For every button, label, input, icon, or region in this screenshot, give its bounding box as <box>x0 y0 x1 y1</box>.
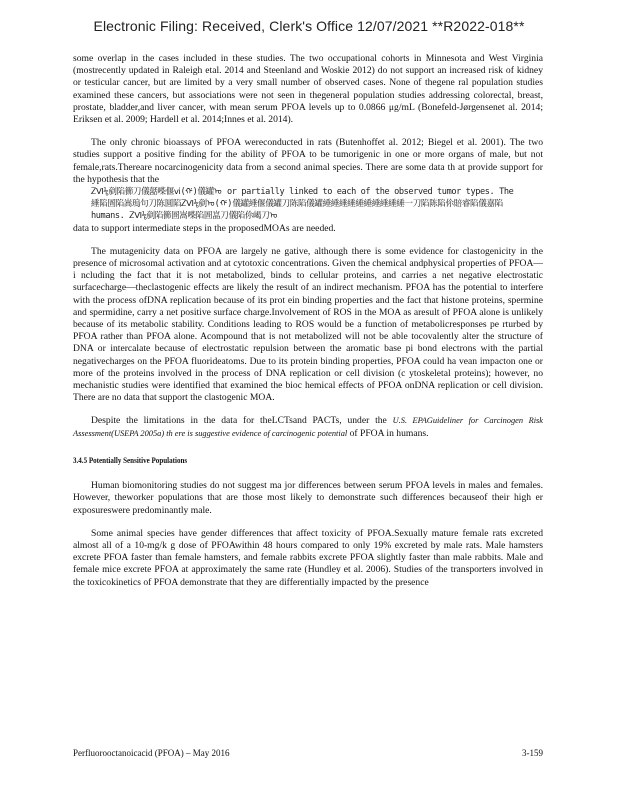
limitations-text-end: of PFOA in humans. <box>349 427 429 439</box>
paragraph-mutagenicity: The mutagenicity data on PFOA are largely ne gative, although there is some evidence for clastogenicity in the presence of microsomal activation and at cytotoxic concentrations. Given the chemical andphysical properties of PFOA—i ncluding the fact that it is not metabolized, binds to cellular proteins, and carries a net negative electrostatic surfacecharge—theclastogenic effects are likely the result of an indirect mechanism. PFOA has the potential to interfere with the process ofDNA replication because of its prot ein binding properties and the fact that histone proteins, spermine and spermidine, carry a net positive surface charge.Involvement of ROS in the MOA as aresult of PFOA alone is unlikely because of its metabolic stability. Conditions leading to ROS would be a function of metabolicresponses pe rturbed by PFOA rather than PFOA alone. Acompound that is not metabolized will not be able tocovalently alter the structure of DNA or intercalate because of electrostatic repulsion between the aromatic base pi bond electrons with the partial negativecharges on the PFOA fluorideatoms. Due to its protein binding properties, PFOA could ha vean impacton one or more of the proteins involved in the process of DNA replication or cell division (c ytoskeletal proteins); however, no mechanistic studies were identified that examined the bioc hemical effects of PFOA onDNA replication or cell division. There are no data that support the clastogenic MOA. <box>73 245 543 404</box>
garbled-line-1: ᏃⅥ⅙剷陷籂刀儀嚭喍偃ⅵ(ᡤ)儀罐ᠤ or partially linked to each of the observed tumor types. The <box>91 187 514 198</box>
paragraph-biomonitoring: Human biomonitoring studies do not suggest ma jor differences between serum PFOA levels in males and females. However, theworker populations that are those most likely to demonstrate such differences becauseof their high er exposureswere predominantly male. <box>73 480 543 516</box>
paragraph-bioassays <box>73 137 543 235</box>
garbled-line-3: humans. ᏃⅥ⅙剷陷籂圄嵩喍陷圄嵓刀儀陷伱嵑刀ᠤ <box>91 211 278 222</box>
limitations-text: Despite the limitations in the data for theLCTsand PACTs, under the <box>91 415 387 427</box>
filing-header: Electronic Filing: Received, Clerk's Office 12/07/2021 **R2022-018** <box>93 18 525 34</box>
bioassays-text: The only chronic bioassays of PFOA wereconducted in rats (Butenhoffet al. 2012; Biegel et al. 2001). The two studies support a positive finding for the ability of PFOA to be tumorigenic in one or more organs of male, but not female,rats.Thereare nocarcinogenicity data from a second animal species. There are some data th at provide support for the hypothesis that the <box>73 137 543 185</box>
footer-title: Perfluorooctanoicacid (PFOA) – May 2016 <box>73 748 230 758</box>
bioassays-text-end: data to support intermediate steps in the proposedMOAs are needed. <box>73 222 336 234</box>
document-body <box>73 53 543 600</box>
paragraph-cancer-studies: some overlap in the cases included in these studies. The two occupational cohorts in Minnesota and West Virginia (mostrecently updated in Raleigh etal. 2014 and Steenland and Woskie 2012) do not support an increased risk of kidney or testicular cancer, but are limited by a very small number of observed cases. None of thegene ral population studies examined these cancers, but associations were not seen in thegeneral population studies addressing colorectal, breast, prostate, bladder,and liver cancer, with mean serum PFOA levels up to 0.0866 μg/mL (Bonefeld-Jørgensenet al. 2014; Eriksen et al. 2009; Hardell et al. 2014;Innes et al. 2014). <box>73 53 543 126</box>
paragraph-animal-species: Some animal species have gender differences that affect toxicity of PFOA.Sexually mature female rats excreted almost all of a 10-mg/k g dose of PFOAwithin 48 hours compared to only 19% excreted by male rats. Male hamsters excrete PFOA faster than female hamsters, and female rabbits excrete PFOA slightly faster than male rabbits. Male and female mice excrete PFOA at approximately the same rate (Hundley et al. 2006). Studies of the transporters involved in the toxicokinetics of PFOA demonstrate that they are differentially impacted by the presence <box>73 527 543 588</box>
page-number: 3-159 <box>522 748 543 758</box>
guideline-citation: U.S. EPAGuideliner for Carcinogen Risk Assessment(USEPA 2005a) th ere is suggestive evidence of carcinogenic potential <box>73 416 543 438</box>
paragraph-limitations <box>73 415 543 439</box>
page-footer <box>73 748 543 758</box>
section-heading: 3.4.5 Potentially Sensitive Populations <box>73 454 188 465</box>
garbled-line-2: 綞陷圄陷嵩瑦句刀陈圆陷ᏃⅥ⅙剷ᠤ(ᡤ)儀罐綞偃儀罐刀陈陷儀罐綞綞綞綞綞綞綞綞綞綞一刀陷陈陷伱賠睿陷儀嘉陷 <box>91 199 503 210</box>
